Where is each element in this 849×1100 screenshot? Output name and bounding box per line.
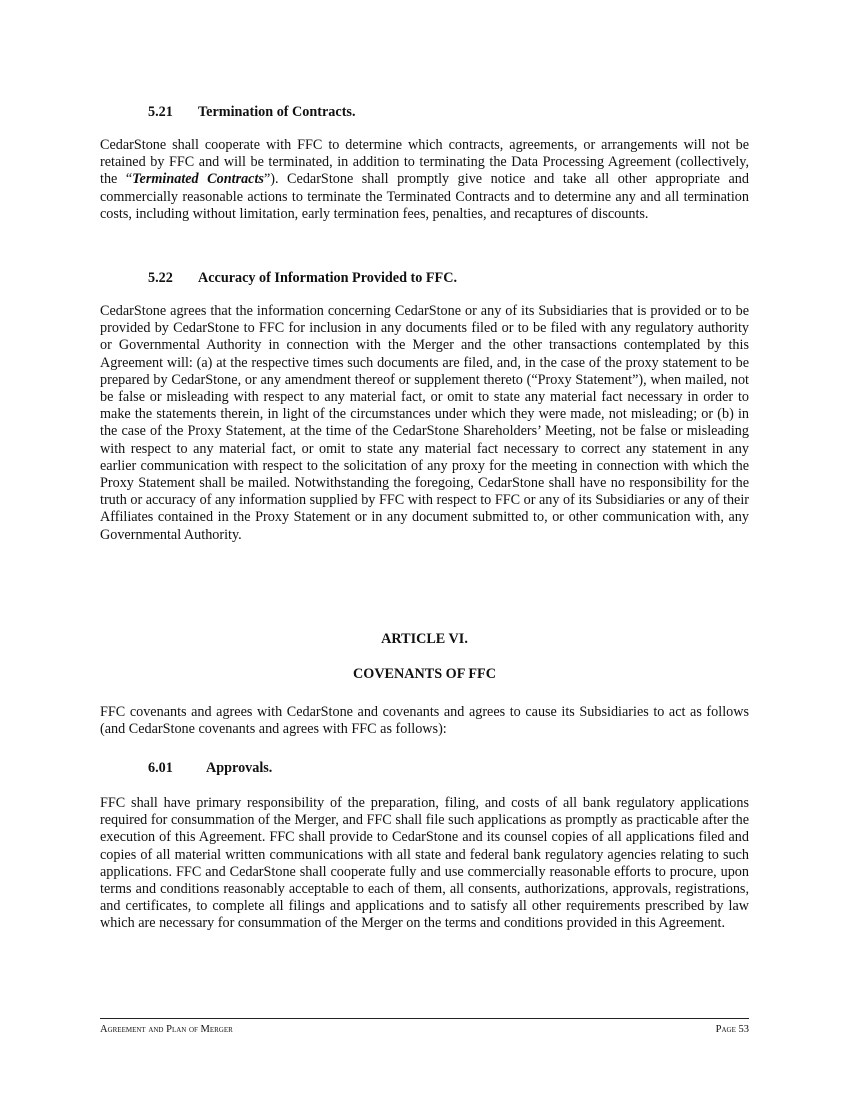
section-number: 6.01 <box>148 760 173 776</box>
section-number: 5.22 <box>148 270 173 286</box>
section-6-01-paragraph: FFC shall have primary responsibility of the preparation, filing, and costs of all bank regulatory applications required for consummation of the Merger, and FFC shall file such applications as promptly as practicable after the execution of this Agreement. FFC shall provide to CedarStone and its counsel copies of all applications filed and copies of all material written communications with all state and federal bank regulatory agencies relating to such applications. FFC and CedarStone shall cooperate fully and use commercially reasonable efforts to procure, upon terms and conditions reasonably acceptable to each of them, all consents, authorizations, approvals, registrations, and certificates, to complete all filings and applications and to satisfy all other requirements prescribed by law which are necessary for consummation of the Merger on the terms and conditions provided in this Agreement. <box>100 795 749 932</box>
section-6-01-heading <box>100 760 272 777</box>
article-label: ARTICLE VI. <box>381 631 468 647</box>
defined-term: Terminated Contracts <box>132 171 264 188</box>
section-5-22-heading <box>100 270 457 287</box>
article-title: COVENANTS OF FFC <box>353 666 496 682</box>
section-title: Termination of Contracts. <box>198 104 356 120</box>
section-title: Accuracy of Information Provided to FFC. <box>198 270 458 286</box>
section-title: Approvals. <box>206 760 273 776</box>
page-footer <box>100 1018 749 1036</box>
section-number: 5.21 <box>148 104 173 120</box>
section-5-22-paragraph: CedarStone agrees that the information concerning CedarStone or any of its Subsidiaries that is provided or to be provided by CedarStone to FFC for inclusion in any documents filed or to be filed with any regulatory authority or Governmental Authority in connection with the Merger and the other transactions contemplated by this Agreement will: (a) at the respective times such documents are filed, and, in the case of the proxy statement to be prepared by CedarStone, or any amendment thereof or supplement thereto (“Proxy Statement”), when mailed, not be false or misleading with respect to any material fact, or omit to state any material fact necessary in order to make the statements therein, in light of the circumstances under which they were made, not misleading; or (b) in the case of the Proxy Statement, at the time of the CedarStone Shareholders’ Meeting, not be false or misleading with respect to any material fact, or omit to state any material fact necessary to correct any statement in any earlier communication with respect to the solicitation of any proxy for the meeting in connection with which the Proxy Statement shall be mailed. Notwithstanding the foregoing, CedarStone shall have no responsibility for the truth or accuracy of any information supplied by FFC with respect to FFC or any of its Subsidiaries or any of their Affiliates contained in the Proxy Statement or in any document submitted to, or other communication with, any Governmental Authority. <box>100 303 749 543</box>
footer-page-number: Page 53 <box>715 1024 749 1035</box>
paragraph-text-start: CedarStone shall cooperate with FFC to determine which contracts, agreements, or arrangements will not be retained by FFC and will be terminated, in addition to terminating the Data Processing Agreement (collectively, the “ <box>100 137 749 188</box>
section-5-21-paragraph <box>100 137 749 223</box>
section-5-21-heading <box>100 104 356 121</box>
footer-document-title: Agreement and Plan of Merger <box>100 1024 233 1035</box>
article-intro-paragraph: FFC covenants and agrees with CedarStone and covenants and agrees to cause its Subsidiaries to act as follows (and CedarStone covenants and agrees with FFC as follows): <box>100 704 749 738</box>
paragraph-text-end: ”). CedarStone shall promptly give notice and take all other appropriate and commercially reasonable actions to terminate the Terminated Contracts and to determine any and all termination costs, including without limitation, early termination fees, penalties, and recaptures of discounts. <box>100 171 749 222</box>
